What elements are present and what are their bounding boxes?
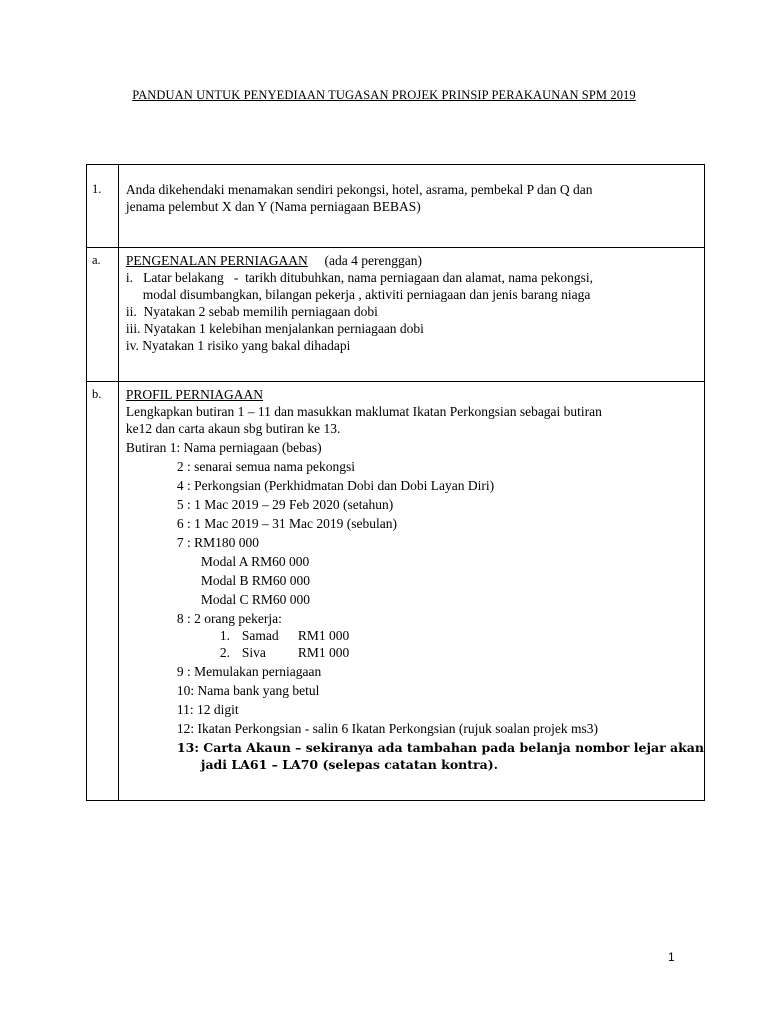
list-item: iv. Nyatakan 1 risiko yang bakal dihadapi <box>125 338 351 353</box>
list-item: 12: Ikatan Perkongsian - salin 6 Ikatan Perkongsian (rujuk soalan projek ms3) <box>176 721 598 736</box>
list-item: jadi LA61 – LA70 (selepas catatan kontra). <box>200 757 498 772</box>
text-line: ke12 dan carta akaun sbg butiran ke 13. <box>125 421 341 436</box>
text-line: Anda dikehendaki menamakan sendiri pekongsi, hotel, asrama, pembekal P dan Q dan <box>125 182 593 197</box>
text-line: Lengkapkan butiran 1 – 11 dan masukkan maklumat Ikatan Perkongsian sebagai butiran <box>125 404 602 419</box>
list-item: 13: Carta Akaun – sekiranya ada tambahan pada belanja nombor lejar akan <box>176 740 704 755</box>
list-item: 10: Nama bank yang betul <box>176 683 320 698</box>
list-number: 1. <box>219 628 231 643</box>
text-line: jenama pelembut X dan Y (Nama perniagaan BEBAS) <box>125 199 421 214</box>
list-item: Modal B RM60 000 <box>200 573 311 588</box>
list-item <box>126 644 704 661</box>
document-title: PANDUAN UNTUK PENYEDIAAN TUGASAN PROJEK PRINSIP PERAKAUNAN SPM 2019 <box>132 88 636 102</box>
row-content <box>118 248 704 382</box>
list-item: modal disumbangkan, bilangan pekerja , aktiviti perniagaan dan jenis barang niaga <box>125 287 591 302</box>
section-heading: PROFIL PERNIAGAAN <box>125 387 264 402</box>
guideline-table <box>86 164 705 801</box>
list-item: 6 : 1 Mac 2019 – 31 Mac 2019 (sebulan) <box>176 516 398 531</box>
list-number: 2. <box>219 645 231 660</box>
list-item: 8 : 2 orang pekerja: <box>176 611 282 626</box>
row-content <box>118 382 704 801</box>
list-item <box>126 627 704 644</box>
section-note: (ada 4 perenggan) <box>324 253 422 268</box>
worker-name: Siva <box>241 645 266 660</box>
row-content <box>118 165 704 248</box>
row-number: 1. <box>87 165 119 248</box>
list-item: Modal C RM60 000 <box>200 592 311 607</box>
list-item: 11: 12 digit <box>176 702 239 717</box>
list-item: 7 : RM180 000 <box>176 535 260 550</box>
list-item: 5 : 1 Mac 2019 – 29 Feb 2020 (setahun) <box>176 497 394 512</box>
list-item: Butiran 1: Nama perniagaan (bebas) <box>125 440 322 455</box>
worker-salary: RM1 000 <box>297 628 350 643</box>
list-item: Modal A RM60 000 <box>200 554 310 569</box>
row-number: a. <box>87 248 119 382</box>
section-heading-line <box>126 252 704 269</box>
list-item: i. Latar belakang - tarikh ditubuhkan, nama perniagaan dan alamat, nama pekongsi, <box>125 270 594 285</box>
table-row <box>87 382 705 801</box>
list-item: 2 : senarai semua nama pekongsi <box>176 459 355 474</box>
table-row <box>87 165 705 248</box>
list-item: 9 : Memulakan perniagaan <box>176 664 322 679</box>
worker-salary: RM1 000 <box>297 645 350 660</box>
table-row <box>87 248 705 382</box>
row-number: b. <box>87 382 119 801</box>
worker-name: Samad <box>241 628 279 643</box>
list-item: 4 : Perkongsian (Perkhidmatan Dobi dan Dobi Layan Diri) <box>176 478 495 493</box>
page-number: 1 <box>668 950 675 964</box>
list-item: iii. Nyatakan 1 kelebihan menjalankan perniagaan dobi <box>125 321 424 336</box>
section-heading: PENGENALAN PERNIAGAAN <box>125 253 308 268</box>
list-item: ii. Nyatakan 2 sebab memilih perniagaan dobi <box>125 304 378 319</box>
